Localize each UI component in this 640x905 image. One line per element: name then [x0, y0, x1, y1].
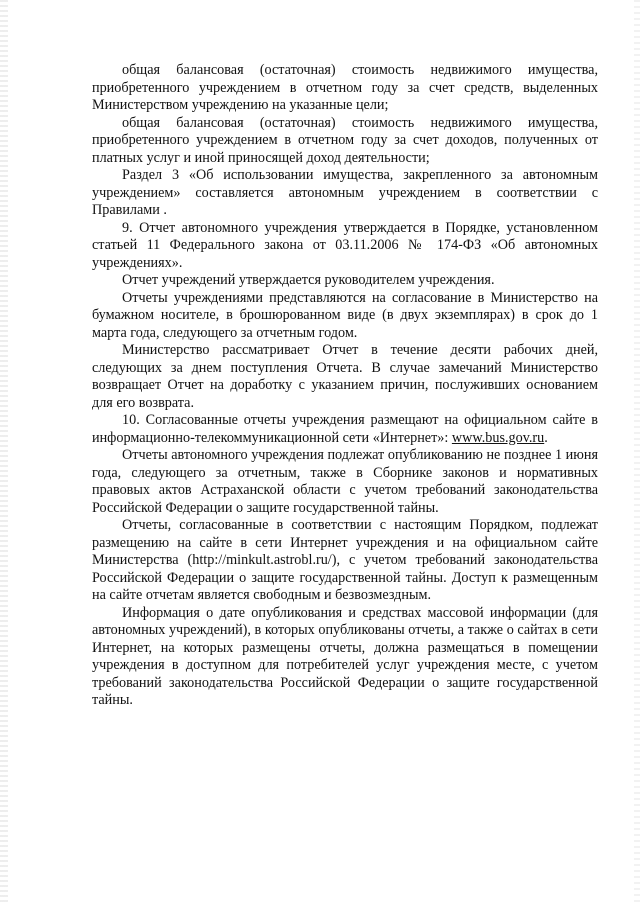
- paragraph-information: Информация о дате опубликования и средствах массовой информации (для автономных учреждений), в которых опубликованы отчеты, а также о сайтах в сети Интернет, на которых размещены отчеты, должна размещаться в помещении учреждения в доступном для потребителей услуг учреждения месте, с учетом требований законодательства Российской Федерации о защите государственной тайны.: [92, 604, 598, 708]
- paragraph-publication: Отчеты автономного учреждения подлежат опубликованию не позднее 1 июня года, следующего за отчетным, также в Сборнике законов и нормативных правовых актов Астраханской области с учетом требований законодательства Российской Федерации о защите государственной тайны.: [92, 447, 598, 516]
- document-body: [92, 62, 598, 710]
- bus-gov-link[interactable]: www.bus.gov.ru: [451, 429, 545, 446]
- paragraph-section-3: Раздел 3 «Об использовании имущества, закрепленного за автономным учреждением» составляется автономным учреждением в соответствии с Правилами .: [92, 167, 598, 218]
- paragraph-approval: Отчет учреждений утверждается руководителем учреждения.: [122, 272, 495, 288]
- scan-edge-left: [0, 0, 8, 905]
- paragraph-website-placement: Отчеты, согласованные в соответствии с настоящим Порядком, подлежат размещению на сайте в сети Интернет учреждения и на официальном сайте Министерства (http://minkult.astrobl.ru/), с учетом требований законодательства Российской Федерации о защите государственной тайны. Доступ к размещенным на сайте отчетам является свободным и безвозмездным.: [92, 517, 598, 603]
- scan-edge-right: [634, 0, 640, 905]
- paragraph-review: Министерство рассматривает Отчет в течение десяти рабочих дней, следующих за днем поступления Отчета. В случае замечаний Министерство возвращает Отчет на доработку с указанием причин, послуживших основанием для его возврата.: [92, 342, 598, 411]
- item-10-end: .: [544, 429, 548, 446]
- paragraph-balance-income: общая балансовая (остаточная) стоимость недвижимого имущества, приобретенного учреждением в отчетном году за счет доходов, полученных от платных услуг и иной приносящей доход деятельности;: [92, 114, 598, 166]
- paragraph-item-10: [92, 412, 598, 447]
- paragraph-submission: Отчеты учреждениями представляются на согласование в Министерство на бумажном носителе, в брошюрованном виде (в двух экземплярах) в срок до 1 марта года, следующего за отчетным годом.: [92, 289, 598, 341]
- paragraph-balance-budget: общая балансовая (остаточная) стоимость недвижимого имущества, приобретенного учреждением в отчетном году за счет средств, выделенных Министерством учреждению на указанные цели;: [92, 62, 598, 113]
- item-10-text: 10. Согласованные отчеты учреждения размещают на официальном сайте в информационно-телекоммуникационной сети «Интернет»:: [92, 412, 598, 446]
- paragraph-item-9: 9. Отчет автономного учреждения утверждается в Порядке, установленном статьей 11 Федерального закона от 03.11.2006 № 174-ФЗ «Об автономных учреждениях».: [92, 219, 598, 271]
